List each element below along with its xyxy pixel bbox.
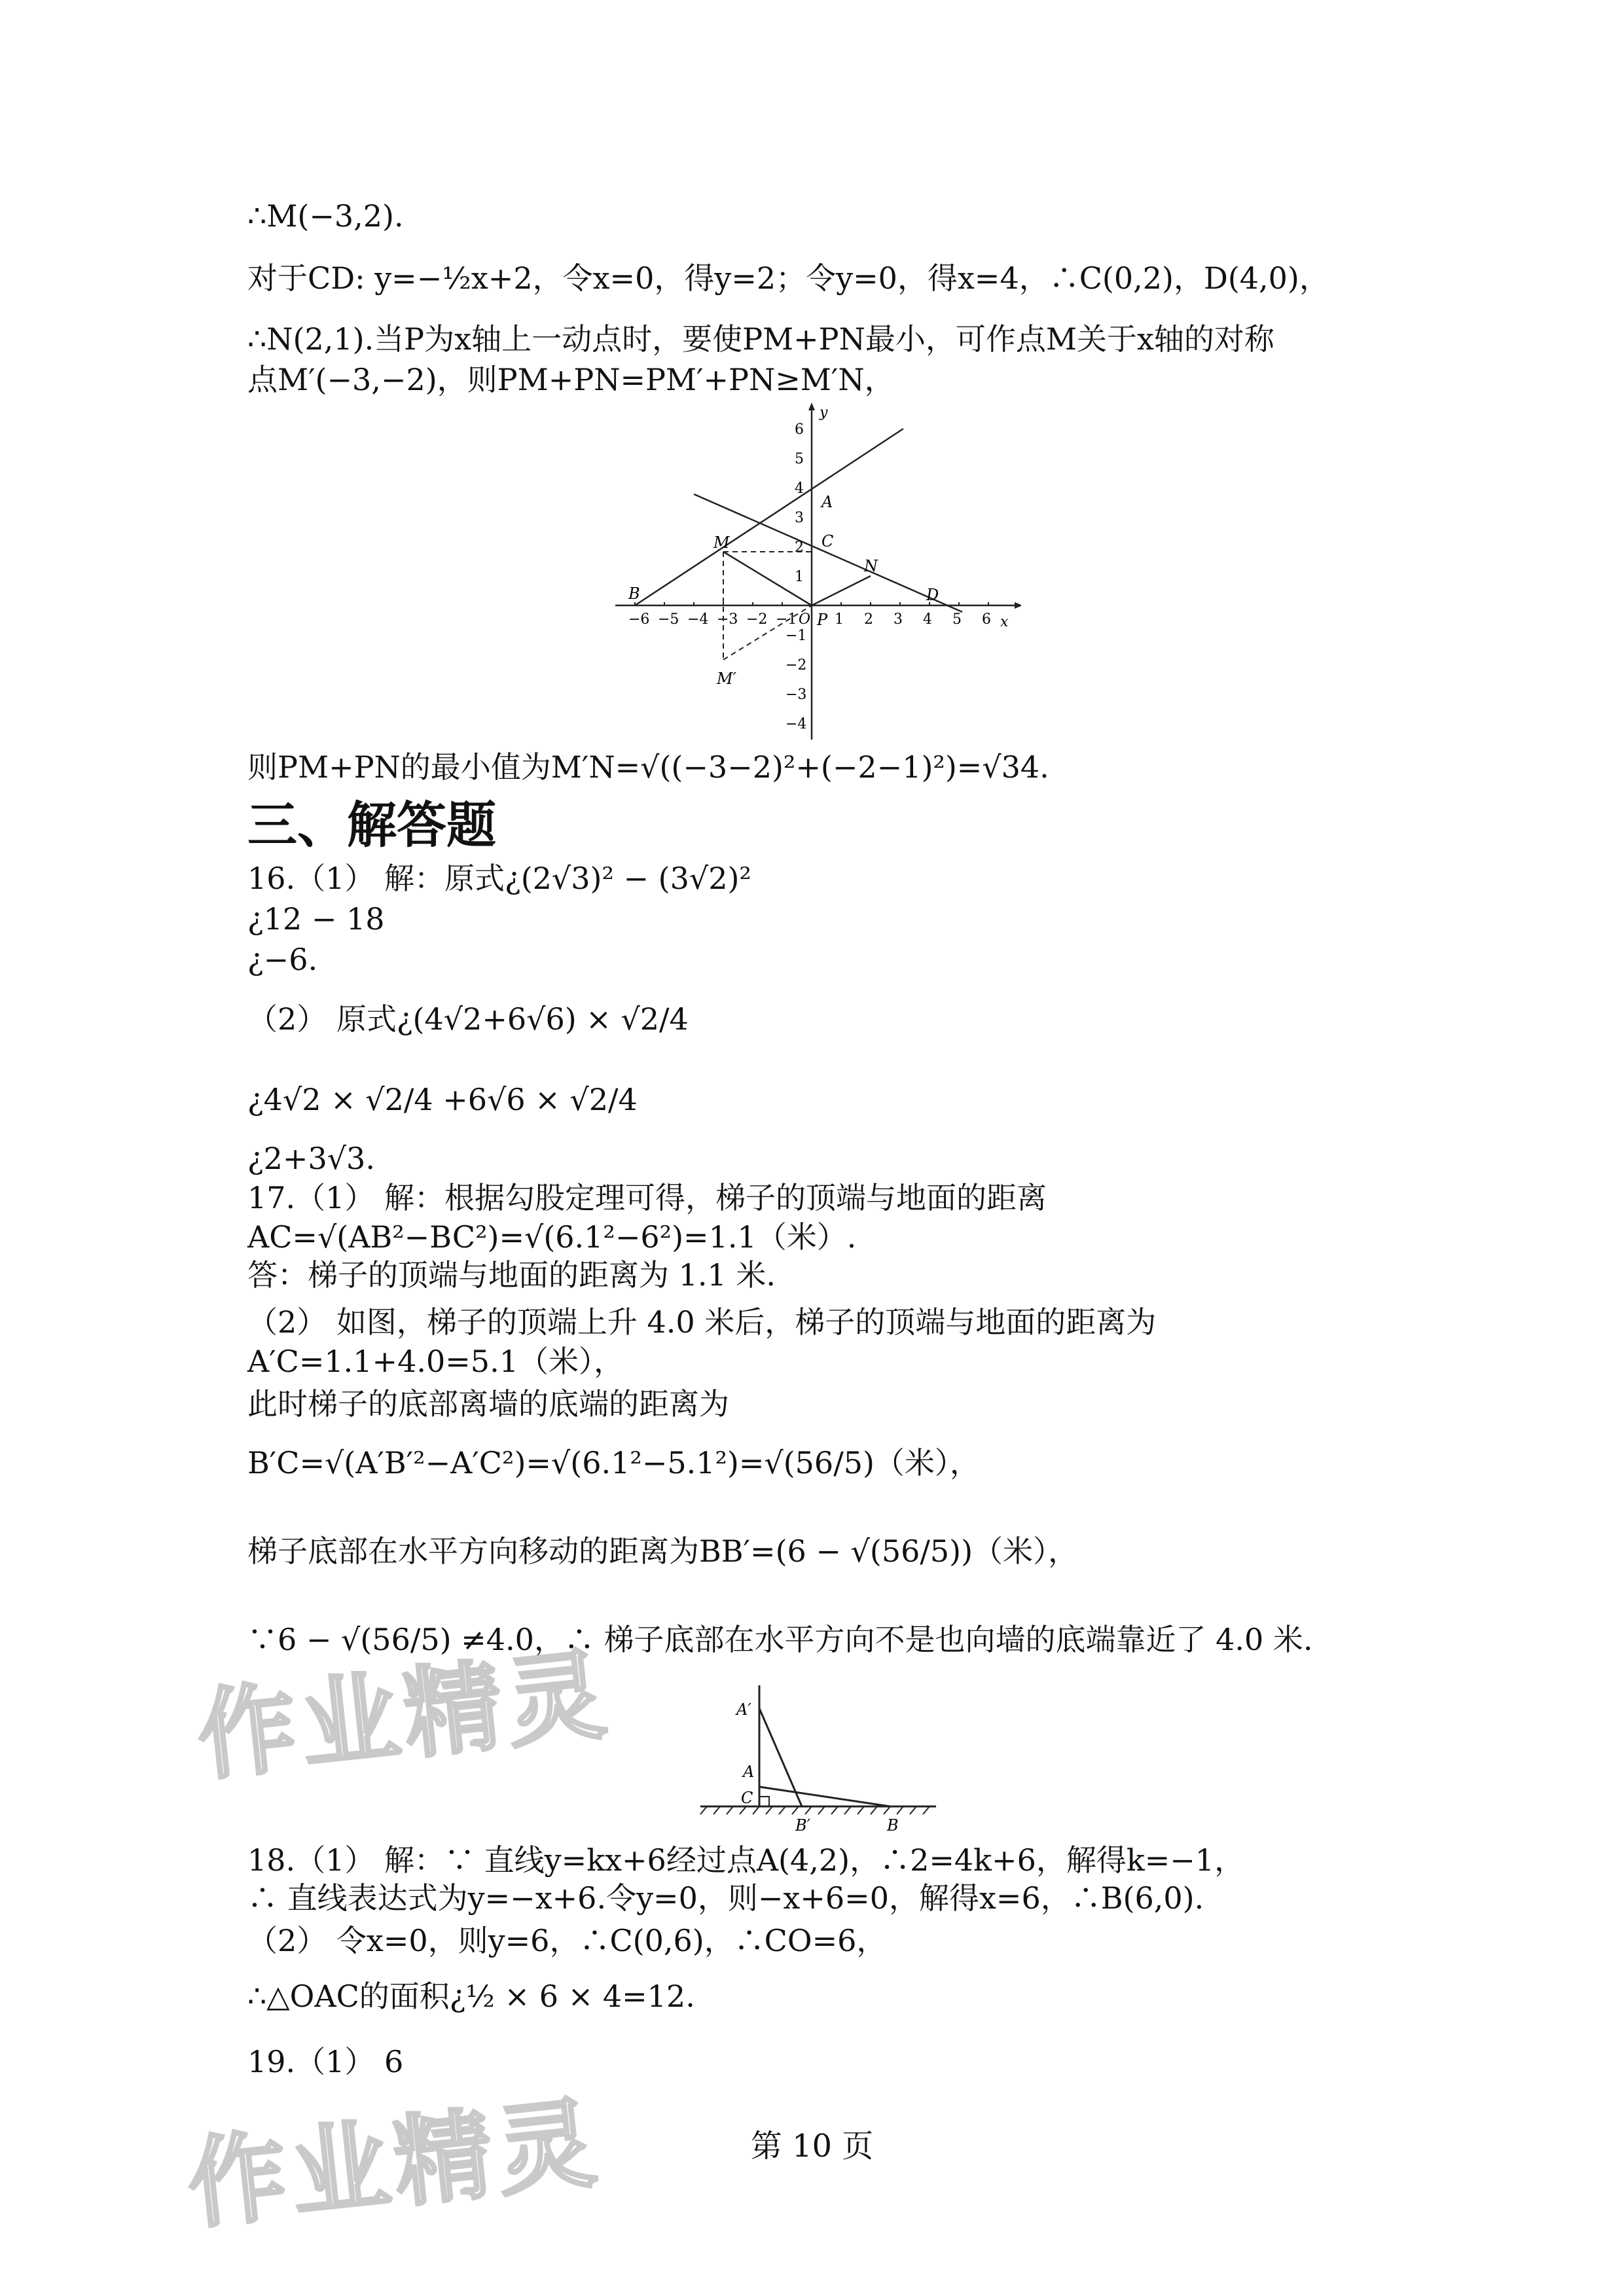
q17-line-g: B′C=√(A′B′²−A′C²)=√(6.1²−5.1²)=√(56/5)（米）， xyxy=(247,1445,980,1480)
q18-line-b: ∴ 直线表达式为y=−x+6.令y=0，则−x+6=0，解得x=6，∴B(6,0). xyxy=(247,1880,1204,1916)
line-1: ∴M(−3,2). xyxy=(247,198,404,234)
q17-line-e: A′C=1.1+4.0=5.1（米）， xyxy=(247,1344,624,1379)
coordinate-graph xyxy=(609,403,1021,743)
q18-line-c: （2） 令x=0，则y=6，∴C(0,6)，∴CO=6， xyxy=(247,1923,887,1958)
watermark-1: 作业精灵 xyxy=(192,1638,616,1795)
ladder-Aprime-label: A′ xyxy=(736,1700,751,1719)
y-tick-label: −3 xyxy=(785,687,807,703)
q18-line-d: ∴△OAC的面积¿½ × 6 × 4=12. xyxy=(247,1979,695,2014)
y-tick-label: 1 xyxy=(795,569,804,585)
x-tick-label: −2 xyxy=(746,611,768,628)
page-footer: 第 10 页 xyxy=(750,2128,874,2164)
point-D-label: D xyxy=(926,586,939,604)
q17-line-a: 17.（1） 解：根据勾股定理可得，梯子的顶端与地面的距离 xyxy=(247,1180,1047,1215)
y-tick-label: 2 xyxy=(795,539,804,556)
point-A-label: A xyxy=(821,493,833,511)
y-tick-label: 5 xyxy=(795,451,804,467)
ladder-figure xyxy=(694,1679,943,1836)
q16-line-d: （2） 原式¿(4√2+6√6) × √2/4 xyxy=(247,1001,689,1037)
x-tick-label: −4 xyxy=(687,611,709,628)
ladder-Bprime-label: B′ xyxy=(795,1816,811,1835)
x-tick-label: −6 xyxy=(628,611,650,628)
x-tick-label: 1 xyxy=(835,611,844,628)
point-Mprime-label: M′ xyxy=(717,670,737,688)
section-title: 三、解答题 xyxy=(247,796,496,854)
point-M-label: M xyxy=(713,533,730,552)
point-C-label: C xyxy=(821,532,834,550)
point-B-label: B xyxy=(628,584,640,603)
y-tick-label: 6 xyxy=(795,422,804,438)
point-P-label: P xyxy=(817,611,828,629)
line-2: 对于CD: y=−½x+2，令x=0，得y=2；令y=0，得x=4，∴C(0,2)，D(4,0)， xyxy=(247,260,1329,296)
q17-line-c: 答：梯子的顶端与地面的距离为 1.1 米. xyxy=(247,1257,776,1293)
y-tick-label: −1 xyxy=(785,628,807,644)
q17-line-i: ∵6 − √(56/5) ≠4.0，∴ 梯子底部在水平方向不是也向墙的底端靠近了 4.0 米. xyxy=(247,1622,1313,1657)
x-tick-label: 6 xyxy=(982,611,991,628)
x-axis-label: x xyxy=(1000,614,1009,630)
y-tick-label: 4 xyxy=(795,480,804,497)
x-tick-label: 2 xyxy=(864,611,873,628)
y-axis-label: y xyxy=(820,404,828,421)
watermark-2: 作业精灵 xyxy=(183,2086,606,2243)
x-tick-label: −1 xyxy=(776,611,797,628)
x-tick-label: 5 xyxy=(952,611,962,628)
q16-line-f: ¿2+3√3. xyxy=(247,1141,375,1176)
x-tick-label: O xyxy=(799,611,811,628)
x-tick-label: −5 xyxy=(658,611,679,628)
ladder-C-label: C xyxy=(741,1789,753,1807)
x-tick-label: 3 xyxy=(893,611,903,628)
point-N-label: N xyxy=(864,557,878,575)
q18-line-a: 18.（1） 解：∵ 直线y=kx+6经过点A(4,2)，∴2=4k+6，解得k=−1， xyxy=(247,1842,1245,1878)
line-4: 点M′(−3,−2)，则PM+PN=PM′+PN≥M′N， xyxy=(247,362,895,397)
q17-line-h: 梯子底部在水平方向移动的距离为BB′=(6 − √(56/5))（米）， xyxy=(247,1534,1079,1569)
q16-line-b: ¿12 − 18 xyxy=(247,901,385,937)
ladder-A-label: A xyxy=(743,1763,755,1781)
q19-line-a: 19.（1） 6 xyxy=(247,2044,404,2079)
y-tick-label: 3 xyxy=(795,510,804,526)
line-3: ∴N(2,1).当P为x轴上一动点时，要使PM+PN最小，可作点M关于x轴的对称 xyxy=(247,321,1274,357)
line-5: 则PM+PN的最小值为M′N=√((−3−2)²+(−2−1)²)=√34. xyxy=(247,749,1049,785)
q16-line-a: 16.（1） 解：原式¿(2√3)² − (3√2)² xyxy=(247,861,751,896)
q17-line-f: 此时梯子的底部离墙的底端的距离为 xyxy=(247,1386,729,1422)
q17-line-b: AC=√(AB²−BC²)=√(6.1²−6²)=1.1（米）. xyxy=(247,1219,857,1255)
ladder-B-label: B xyxy=(887,1816,899,1835)
x-tick-label: −3 xyxy=(717,611,738,628)
q16-line-c: ¿−6. xyxy=(247,942,318,977)
q16-line-e: ¿4√2 × √2/4 +6√6 × √2/4 xyxy=(247,1082,638,1117)
y-tick-label: −2 xyxy=(785,657,807,673)
x-tick-label: 4 xyxy=(923,611,932,628)
y-tick-label: −4 xyxy=(785,716,807,732)
q17-line-d: （2） 如图，梯子的顶端上升 4.0 米后，梯子的顶端与地面的距离为 xyxy=(247,1304,1157,1340)
